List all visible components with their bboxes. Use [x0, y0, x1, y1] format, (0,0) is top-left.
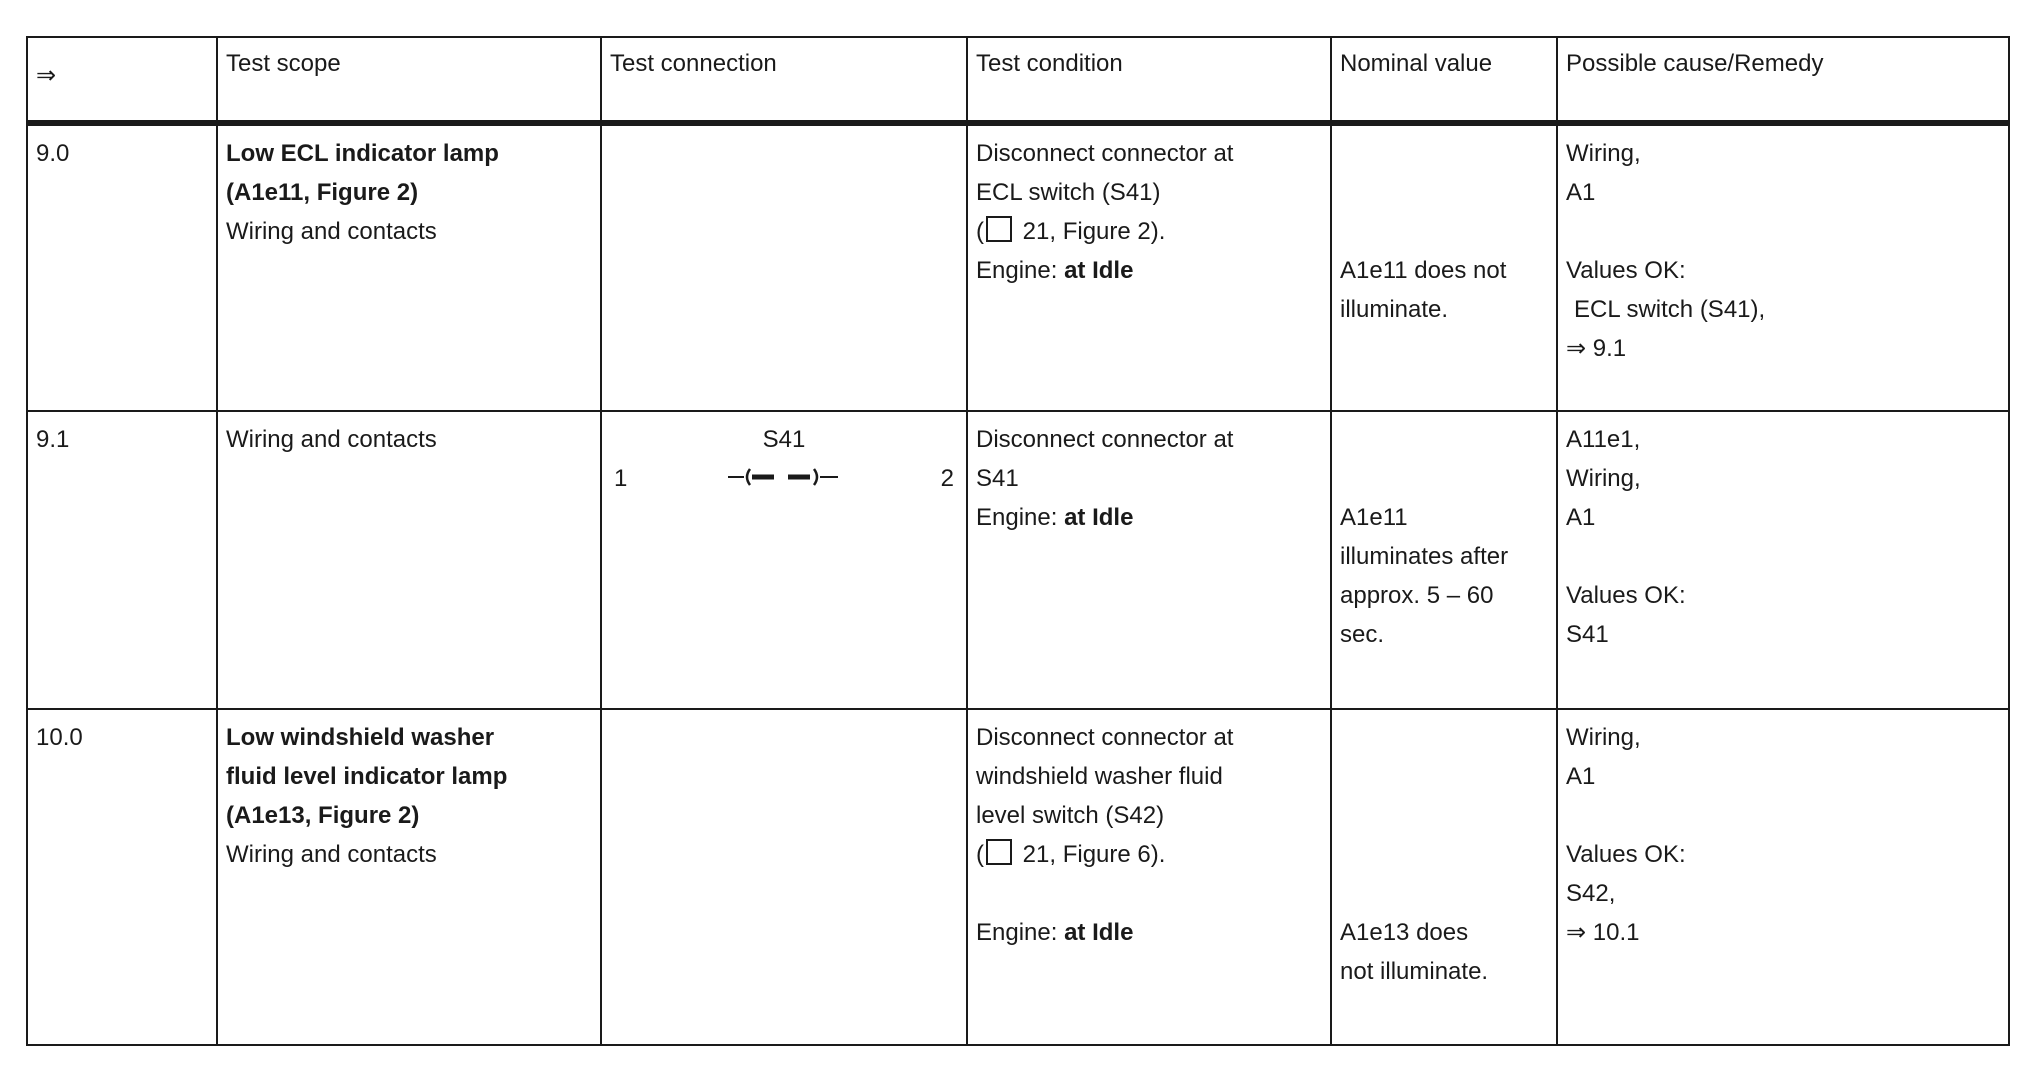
- nominal-line: illuminate.: [1340, 296, 1449, 323]
- test-condition-cell: [967, 411, 1331, 709]
- nominal-line: illuminates after: [1340, 543, 1509, 570]
- condition-engine: Engine: at Idle: [976, 504, 1134, 531]
- condition-line: ( 21, Figure 2).: [976, 218, 1166, 245]
- header-possible-cause: Possible cause/Remedy: [1557, 37, 2009, 123]
- book-reference-icon: [986, 216, 1012, 242]
- header-row: [27, 37, 2009, 123]
- nominal-value-cell: [1331, 411, 1557, 709]
- cause-line: Values OK:: [1566, 582, 1686, 609]
- cause-line: Values OK:: [1566, 841, 1686, 868]
- scope-text: Wiring and contacts: [226, 218, 437, 245]
- nominal-line: sec.: [1340, 621, 1385, 648]
- test-connection-cell: [601, 411, 967, 709]
- cause-line: Wiring,: [1566, 724, 1641, 751]
- cause-line: A11e1,: [1566, 426, 1641, 453]
- table-row: [27, 709, 2009, 1045]
- condition-engine: Engine: at Idle: [976, 257, 1134, 284]
- table-row: [27, 123, 2009, 411]
- condition-line: ( 21, Figure 6).: [976, 841, 1166, 868]
- cause-line: Wiring,: [1566, 465, 1641, 492]
- step-number: 10.0: [27, 709, 217, 1045]
- cause-line: Values OK:: [1566, 257, 1686, 284]
- scope-text: Wiring and contacts: [226, 426, 437, 453]
- book-reference-icon: [986, 839, 1012, 865]
- test-scope-cell: [217, 709, 601, 1045]
- cause-line: A1: [1566, 504, 1596, 531]
- header-test-scope: Test scope: [217, 37, 601, 123]
- test-table: [26, 36, 2010, 1046]
- nominal-value-cell: [1331, 123, 1557, 411]
- scope-title: (A1e13, Figure 2): [226, 802, 420, 829]
- cause-line: ⇒ 9.1: [1566, 335, 1627, 362]
- cause-line: A1: [1566, 763, 1596, 790]
- test-table-sheet: [26, 36, 2010, 1046]
- test-condition-cell: [967, 709, 1331, 1045]
- condition-line: ECL switch (S41): [976, 179, 1161, 206]
- possible-cause-cell: [1557, 411, 2009, 709]
- nominal-line: A1e11: [1340, 504, 1408, 531]
- connector-label: S41: [762, 426, 806, 453]
- nominal-line: approx. 5 – 60: [1340, 582, 1494, 609]
- cause-line: S41: [1566, 621, 1609, 648]
- possible-cause-cell: [1557, 123, 2009, 411]
- cause-line: ⇒ 10.1: [1566, 919, 1640, 946]
- test-connection-cell: [601, 123, 967, 411]
- cause-line: S42,: [1566, 880, 1616, 907]
- test-scope-cell: [217, 411, 601, 709]
- scope-title: fluid level indicator lamp: [226, 763, 508, 790]
- header-nominal-value: Nominal value: [1331, 37, 1557, 123]
- condition-line: level switch (S42): [976, 802, 1165, 829]
- nominal-line: not illuminate.: [1340, 958, 1489, 985]
- nominal-line: A1e11 does not: [1340, 257, 1507, 284]
- pin-1-label: 1: [614, 465, 628, 492]
- connection-diagram: [610, 420, 958, 510]
- condition-line: Disconnect connector at: [976, 724, 1234, 751]
- header-test-condition: Test condition: [967, 37, 1331, 123]
- cause-line: ECL switch (S41),: [1574, 296, 1766, 323]
- header-test-connection: Test connection: [601, 37, 967, 123]
- condition-line: Disconnect connector at: [976, 426, 1234, 453]
- step-number: 9.1: [27, 411, 217, 709]
- condition-engine: Engine: at Idle: [976, 919, 1134, 946]
- nominal-line: A1e13 does: [1340, 919, 1469, 946]
- scope-title: (A1e11, Figure 2): [226, 179, 419, 206]
- scope-title: Low ECL indicator lamp: [226, 140, 499, 167]
- test-condition-cell: [967, 123, 1331, 411]
- test-scope-cell: [217, 123, 601, 411]
- condition-line: Disconnect connector at: [976, 140, 1234, 167]
- condition-line: S41: [976, 465, 1019, 492]
- scope-title: Low windshield washer: [226, 724, 495, 751]
- table-row: [27, 411, 2009, 709]
- condition-line: windshield washer fluid: [976, 763, 1223, 790]
- possible-cause-cell: [1557, 709, 2009, 1045]
- cause-line: Wiring,: [1566, 140, 1641, 167]
- connector-symbol-icon: [728, 466, 838, 488]
- scope-text: Wiring and contacts: [226, 841, 437, 868]
- pin-2-label: 2: [940, 465, 954, 492]
- test-connection-cell: [601, 709, 967, 1045]
- nominal-value-cell: [1331, 709, 1557, 1045]
- cause-line: A1: [1566, 179, 1596, 206]
- step-number: 9.0: [27, 123, 217, 411]
- header-arrow: ⇒: [27, 37, 217, 123]
